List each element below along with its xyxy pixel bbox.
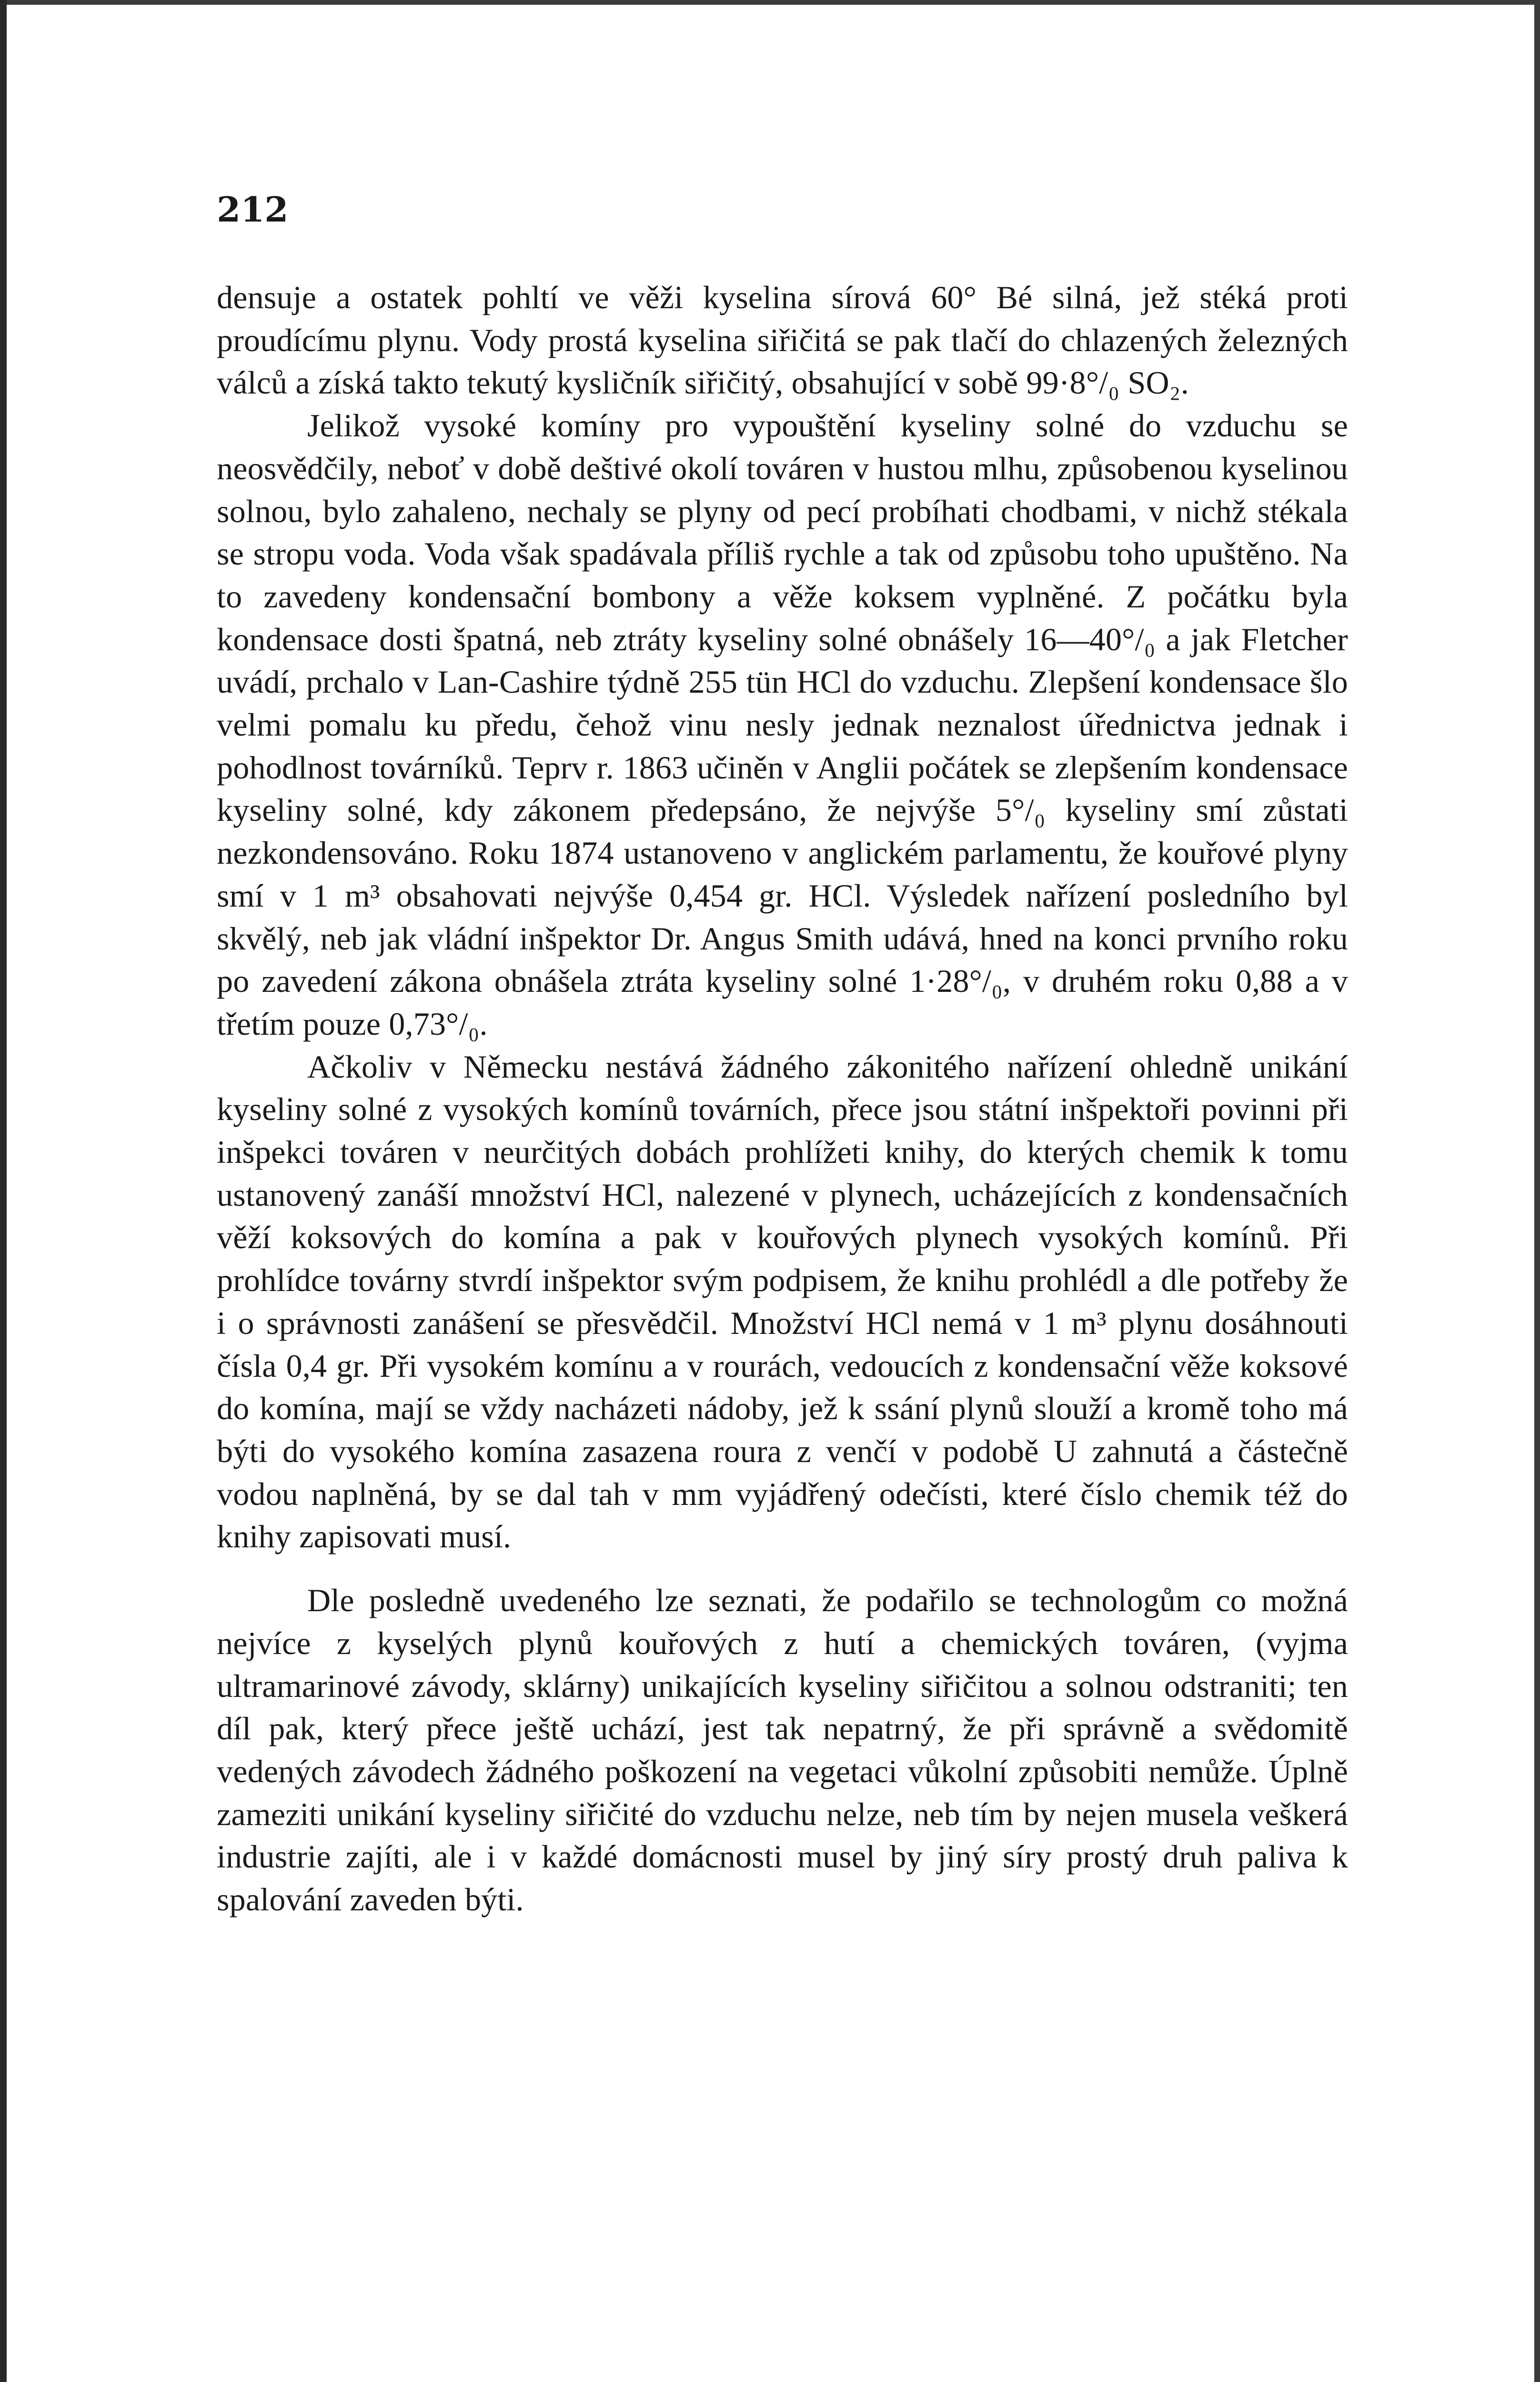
- scan-edge-left: [0, 0, 7, 2382]
- scan-edge-top: [0, 0, 1540, 5]
- scan-edge-right: [1534, 0, 1540, 2382]
- paragraph-conclusion: Dle posledně uvedeného lze seznati, že podařilo se technologům co možná nejvíce z kyselých plynů kouřových z hutí a chemických továren, (vyjma ultramarinové závody, sklárny) unikajících kyseliny siřičitou a solnou odstraniti; ten díl pak, který přece ještě uchází, jest tak nepatrný, že při správně a svědomitě vedených závodech žádného poškození na vegetaci vůkolní způsobiti nemůže. Úplně zameziti unikání kyseliny siřičité do vzduchu nelze, neb tím by nejen musela veškerá industrie zajíti, ale i v každé domácnosti musel by jiný síry prostý druh paliva k spalování zaveden býti.: [217, 1582, 1348, 1918]
- page-number: 212: [217, 189, 289, 230]
- paragraph-hydrochloric-chimneys: Jelikož vysoké komíny pro vypouštění kyseliny solné do vzduchu se neosvědčily, neboť v době deštivé okolí továren v hustou mlhu, způsobenou kyselinou solnou, bylo zahaleno, nechaly se plyny od pecí probíhati chodbami, v nichž stékala se stropu voda. Voda však spadávala příliš rychle a tak od způsobu toho upuštěno. Na to zavedeny kondensační bombony a věže koksem vyplněné. Z počátku byla kondensace dosti špatná, neb ztráty kyseliny solné obnášely 16—40°/₀ a jak Fletcher uvádí, prchalo v Lan-Cashire týdně 255 tün HCl do vzduchu. Zlepšení kondensace šlo velmi pomalu ku předu, čehož vinu nesly jednak neznalost úřednictva jednak i pohodlnost továrníků. Teprv r. 1863 učiněn v Anglii počátek se zlepšením kondensace kyseliny solné, kdy zákonem předepsáno, že nejvýše 5°/₀ kyseliny smí zůstati nezkondensováno. Roku 1874 ustanoveno v anglickém parlamentu, že kouřové plyny smí v 1 m³ obsahovati nejvýše 0,454 gr. HCl. Výsledek nařízení posledního byl skvělý, neb jak vládní inšpektor Dr. Angus Smith udává, hned na konci prvního roku po zavedení zákona obnášela ztráta kyseliny solné 1·28°/₀, v druhém roku 0,88 a v třetím pouze 0,73°/₀.: [217, 407, 1348, 1042]
- document-page: [217, 188, 1348, 1921]
- paragraph-continuation: densuje a ostatek pohltí ve věži kyselina sírová 60° Bé silná, jež stéká proti proudícímu plynu. Vody prostá kyselina siřičitá se pak tlačí do chlazených železných válců a získá takto tekutý kysličník siřičitý, obsahující v sobě 99·8°/₀ SO₂.: [217, 279, 1348, 401]
- paragraph-germany-inspection: Ačkoliv v Německu nestává žádného zákonitého nařízení ohledně unikání kyseliny solné z vysokých komínů továrních, přece jsou státní inšpektoři povinni při inšpekci továren v neurčitých dobách prohlížeti knihy, do kterých chemik k tomu ustanovený zanáší množství HCl, nalezené v plynech, ucházejících z kondensačních věží koksových do komína a pak v kouřových plynech vysokých komínů. Při prohlídce továrny stvrdí inšpektor svým podpisem, že knihu prohlédl a dle potřeby že i o správnosti zanášení se přesvědčil. Množství HCl nemá v 1 m³ plynu dosáhnouti čísla 0,4 gr. Při vysokém komínu a v rourách, vedoucích z kondensační věže koksové do komína, mají se vždy nacházeti nádoby, jež k ssání plynů slouží a kromě toho má býti do vysokého komína zasazena roura z venčí v podobě U zahnutá a částečně vodou naplněná, by se dal tah v mm vyjádřený odečísti, které číslo chemik též do knihy zapisovati musí.: [217, 1048, 1348, 1555]
